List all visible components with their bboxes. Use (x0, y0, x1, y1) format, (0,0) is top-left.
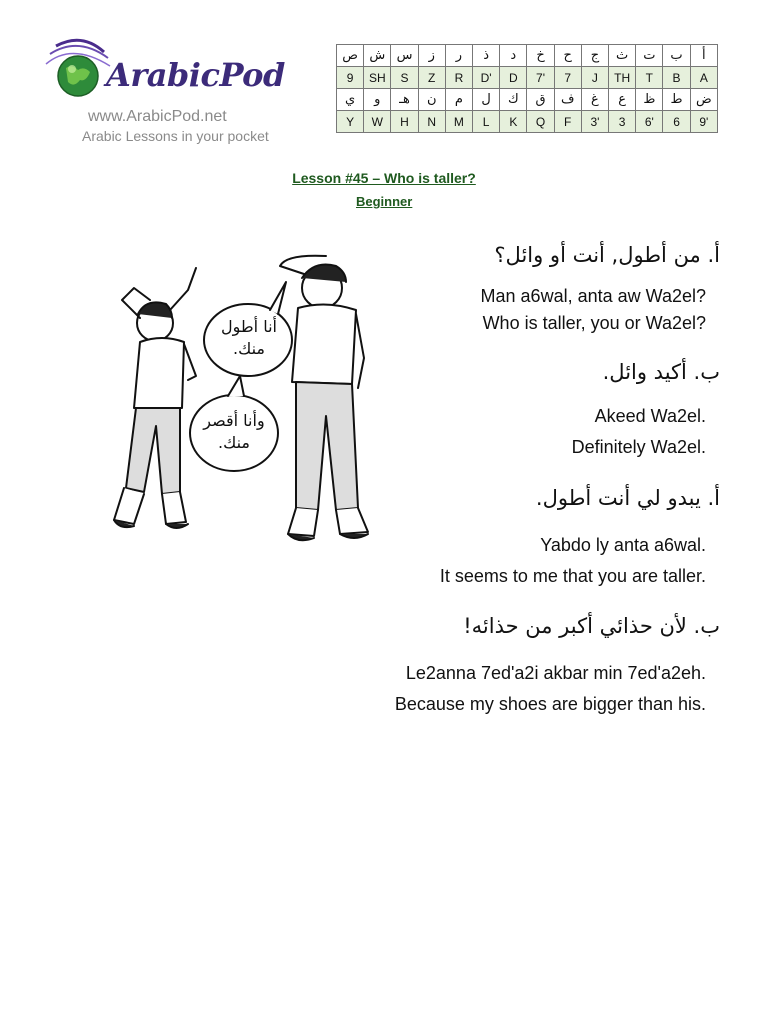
alphabet-cell: F (554, 111, 581, 133)
dialogue-4-arabic: ب. لأن حذائي أكبر من حذائه! (463, 614, 720, 638)
alphabet-cell: K (500, 111, 527, 133)
alphabet-cell: خ (527, 45, 554, 67)
alphabet-cell: W (364, 111, 391, 133)
alphabet-cell: س (391, 45, 418, 67)
dialogue-1-arabic: أ. من أطول, أنت أو وائل؟ (494, 243, 720, 267)
bubble1-line1: أنا أطول (221, 317, 277, 336)
alphabet-cell: د (500, 45, 527, 67)
illustration (100, 248, 380, 548)
alphabet-row-arabic-2 (337, 89, 718, 111)
alphabet-cell: ض (690, 89, 717, 111)
alphabet-cell: ص (337, 45, 364, 67)
alphabet-cell: 6' (636, 111, 663, 133)
alphabet-cell: 7' (527, 67, 554, 89)
alphabet-cell: D' (473, 67, 500, 89)
lesson-title: Lesson #45 – Who is taller? (292, 170, 476, 186)
alphabet-cell: ك (500, 89, 527, 111)
alphabet-cell: غ (581, 89, 608, 111)
alphabet-cell: ت (636, 45, 663, 67)
dialogue-2-arabic: ب. أكيد وائل. (602, 360, 720, 384)
bubble2-line2: منك. (218, 433, 250, 452)
alphabet-table (336, 44, 718, 133)
alphabet-cell: TH (609, 67, 636, 89)
alphabet-cell: A (690, 67, 717, 89)
alphabet-cell: ي (337, 89, 364, 111)
alphabet-cell: ر (445, 45, 472, 67)
alphabet-cell: 7 (554, 67, 581, 89)
dialogue-1-translation: Who is taller, you or Wa2el? (482, 313, 706, 333)
alphabet-cell: ع (609, 89, 636, 111)
alphabet-row-arabic-1 (337, 45, 718, 67)
arabicpod-logo (42, 36, 302, 146)
alphabet-cell: ط (663, 89, 690, 111)
alphabet-cell: م (445, 89, 472, 111)
alphabet-cell: Y (337, 111, 364, 133)
logo-url[interactable]: www.ArabicPod.net (88, 108, 227, 125)
two-boys-drawing (100, 248, 380, 548)
alphabet-cell: Z (418, 67, 445, 89)
alphabet-cell: ق (527, 89, 554, 111)
alphabet-cell: 3' (581, 111, 608, 133)
logo-wordmark: ArabicPod (106, 56, 285, 94)
bubble2-line1: وأنا أقصر (203, 411, 265, 430)
dialogue-1-transliteration: Man a6wal, anta aw Wa2el? (480, 286, 706, 306)
alphabet-cell: J (581, 67, 608, 89)
alphabet-cell: ش (364, 45, 391, 67)
alphabet-cell: ل (473, 89, 500, 111)
alphabet-cell: و (364, 89, 391, 111)
alphabet-cell: هـ (391, 89, 418, 111)
bubble1-line2: منك. (233, 339, 265, 358)
alphabet-cell: T (636, 67, 663, 89)
alphabet-cell: Q (527, 111, 554, 133)
speech-bubble-2 (188, 410, 280, 454)
alphabet-cell: ث (609, 45, 636, 67)
globe-icon (42, 36, 112, 106)
alphabet-cell: 9 (337, 67, 364, 89)
alphabet-cell: 3 (609, 111, 636, 133)
alphabet-cell: ج (581, 45, 608, 67)
dialogue-2-translation: Definitely Wa2el. (571, 437, 706, 457)
speech-bubble-1 (204, 316, 294, 360)
alphabet-cell: 9' (690, 111, 717, 133)
dialogue-4-translation: Because my shoes are bigger than his. (394, 694, 706, 714)
lesson-level: Beginner (356, 194, 413, 209)
dialogue-3-translation: It seems to me that you are taller. (439, 566, 706, 586)
alphabet-row-latin-1 (337, 67, 718, 89)
alphabet-cell: ح (554, 45, 581, 67)
logo-tagline: Arabic Lessons in your pocket (82, 128, 269, 144)
dialogue-3-transliteration: Yabdo ly anta a6wal. (540, 535, 706, 555)
alphabet-cell: B (663, 67, 690, 89)
dialogue-3-arabic: أ. يبدو لي أنت أطول. (535, 486, 720, 510)
alphabet-cell: L (473, 111, 500, 133)
alphabet-cell: ف (554, 89, 581, 111)
alphabet-cell: H (391, 111, 418, 133)
alphabet-cell: ب (663, 45, 690, 67)
alphabet-cell: S (391, 67, 418, 89)
alphabet-cell: ذ (473, 45, 500, 67)
alphabet-cell: D (500, 67, 527, 89)
alphabet-cell: 6 (663, 111, 690, 133)
dialogue-2-transliteration: Akeed Wa2el. (594, 406, 706, 426)
alphabet-cell: M (445, 111, 472, 133)
alphabet-cell: أ (690, 45, 717, 67)
alphabet-cell: SH (364, 67, 391, 89)
alphabet-cell: N (418, 111, 445, 133)
alphabet-cell: ظ (636, 89, 663, 111)
alphabet-cell: ز (418, 45, 445, 67)
alphabet-cell: R (445, 67, 472, 89)
alphabet-cell: ن (418, 89, 445, 111)
dialogue-4-transliteration: Le2anna 7ed'a2i akbar min 7ed'a2eh. (405, 663, 706, 683)
alphabet-row-latin-2 (337, 111, 718, 133)
